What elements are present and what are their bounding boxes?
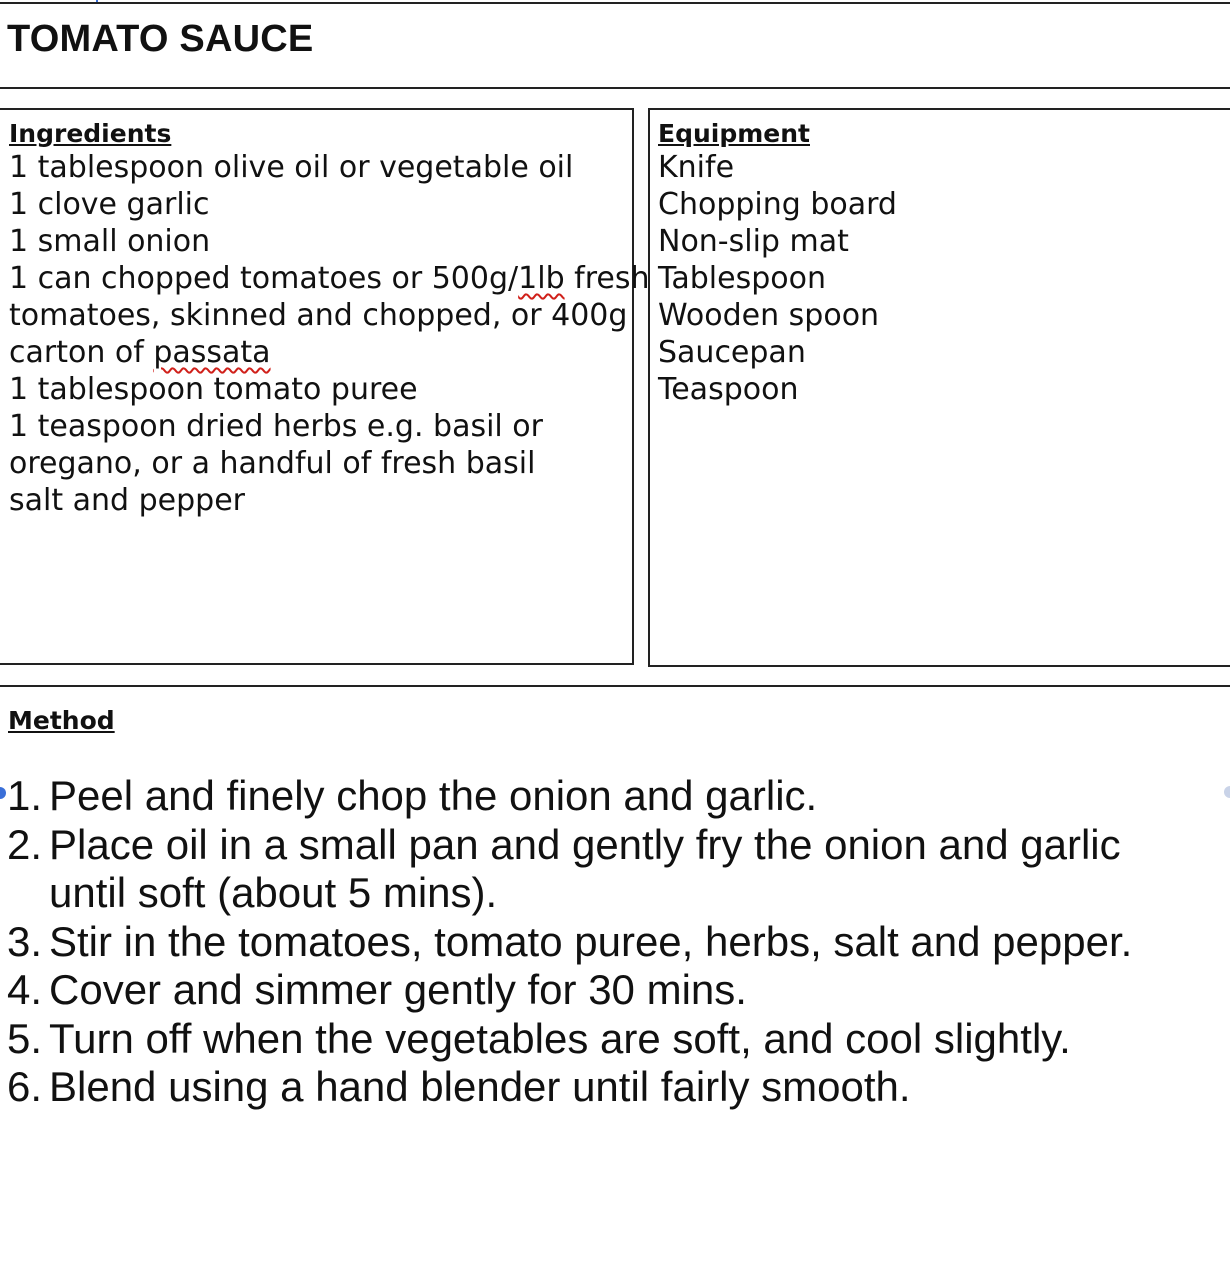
method-step: [7, 772, 1199, 821]
equipment-item: Saucepan: [658, 335, 806, 370]
step-number: 2.: [7, 820, 43, 868]
method-step: [7, 966, 1199, 1015]
ingredient-line: 1 tablespoon olive oil or vegetable oil: [9, 150, 574, 185]
step-number: 1.: [7, 772, 43, 819]
ingredient-line: 1 small onion: [9, 224, 211, 259]
equipment-item: Non-slip mat: [658, 224, 849, 259]
step-text: Stir in the tomatoes, tomato puree, herbs, salt and pepper.: [49, 917, 1133, 965]
selection-handle-left[interactable]: [0, 787, 6, 799]
method-steps: [7, 772, 1199, 1112]
step-text: Place oil in a small pan and gently fry the onion and garlic until soft (about 5 mins).: [49, 820, 1121, 916]
step-text: Cover and simmer gently for 30 mins.: [49, 966, 747, 1013]
equipment-item: Teaspoon: [658, 372, 799, 407]
method-step: [7, 918, 1199, 967]
step-number: 5.: [7, 1014, 43, 1062]
equipment-box: [648, 108, 1230, 667]
step-text: Peel and finely chop the onion and garlic.: [49, 772, 818, 819]
method-step: [7, 1063, 1199, 1112]
selection-handle-right[interactable]: [1224, 786, 1230, 798]
equipment-list: [658, 149, 1230, 408]
step-text: Turn off when the vegetables are soft, and cool slightly.: [49, 1014, 1071, 1062]
ingredient-line: 1 teaspoon dried herbs e.g. basil or: [9, 409, 543, 444]
step-number: 4.: [7, 966, 43, 1013]
ingredients-heading: Ingredients: [9, 119, 172, 148]
equipment-item: Tablespoon: [658, 261, 826, 296]
method-step: [7, 821, 1199, 918]
step-number: 3.: [7, 917, 43, 965]
ingredient-line: carton of passata: [9, 335, 271, 370]
equipment-item: Wooden spoon: [658, 298, 880, 333]
title-section: [0, 2, 1230, 89]
method-heading: Method: [8, 706, 115, 735]
equipment-item: Chopping board: [658, 187, 897, 222]
ingredient-line: tomatoes, skinned and chopped, or 400g: [9, 298, 628, 333]
step-text: Blend using a hand blender until fairly smooth.: [49, 1063, 911, 1110]
ingredient-line: 1 clove garlic: [9, 187, 210, 222]
ingredient-line: oregano, or a handful of fresh basil: [9, 446, 536, 481]
spellcheck-flag[interactable]: 1lb: [518, 261, 565, 296]
ingredient-line: salt and pepper: [9, 483, 246, 518]
ingredients-box: [0, 108, 650, 665]
document-title: TOMATO SAUCE: [7, 18, 314, 60]
method-step: [7, 1015, 1199, 1064]
equipment-heading: Equipment: [658, 119, 810, 148]
ingredient-line: 1 can chopped tomatoes or 500g/1lb fresh: [9, 261, 650, 296]
ingredient-line: 1 tablespoon tomato puree: [9, 372, 418, 407]
step-number: 6.: [7, 1063, 43, 1110]
method-divider: [0, 685, 1230, 687]
ingredients-list: [9, 149, 650, 519]
spellcheck-flag[interactable]: passata: [153, 335, 271, 370]
equipment-item: Knife: [658, 150, 735, 185]
